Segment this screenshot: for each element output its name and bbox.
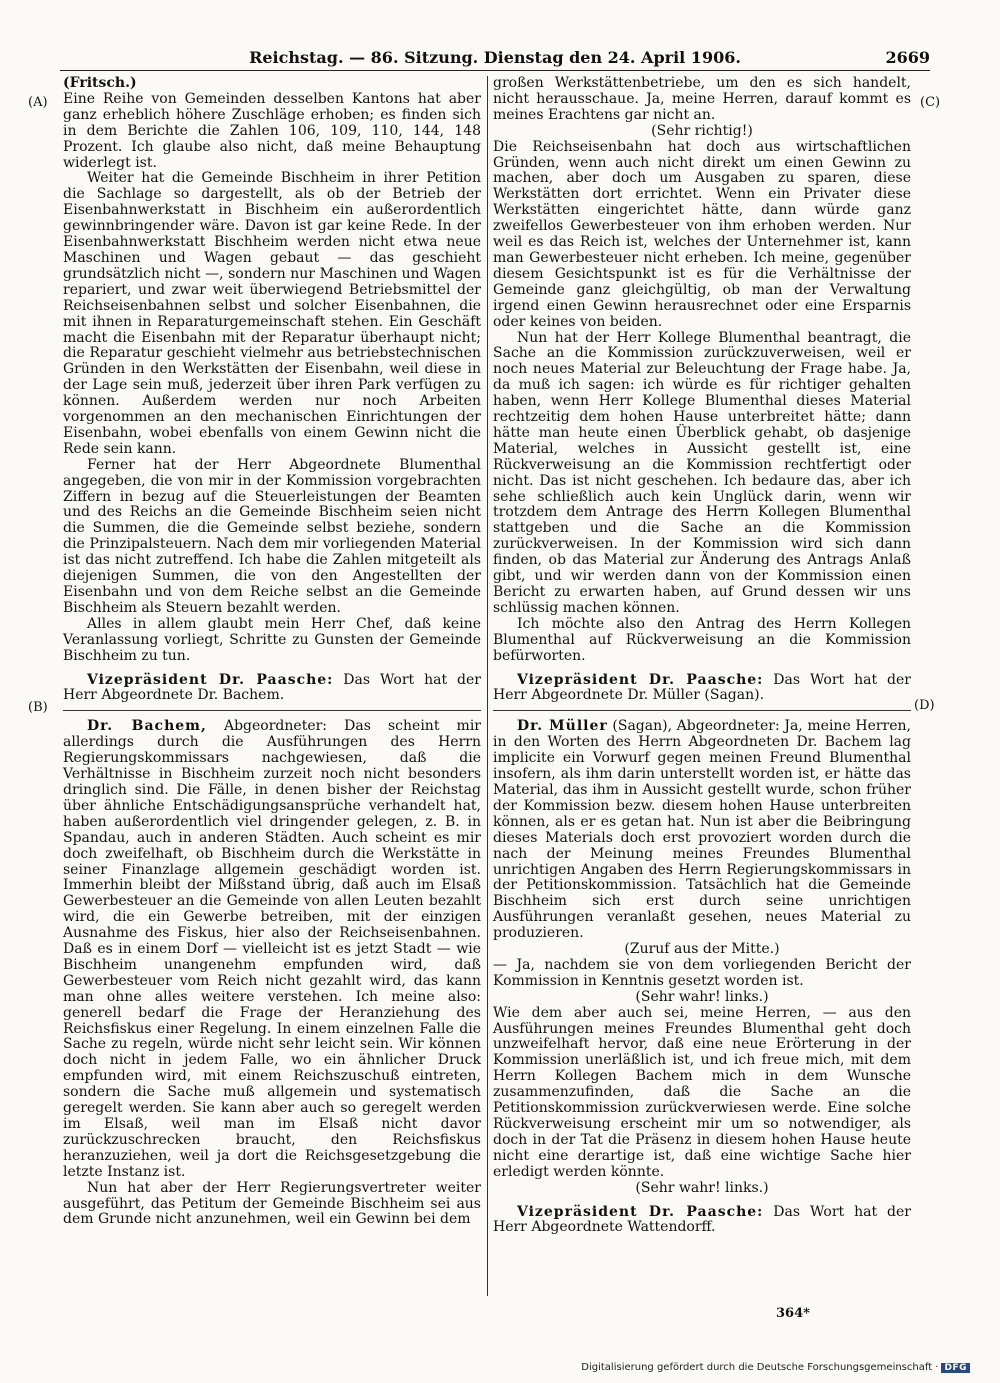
paragraph: Ferner hat der Herr Abgeordnete Blumenthal angegeben, die von mir in der Kommission vorgebrachten Ziffern in bezug auf die Steuerleistungen der Beamten und des Reichs an die Gemeinde Bischheim seien nicht die Summen, die die Gemeinde selbst beziehe, sondern die Prinzipalsteuern. Nach dem mir vorliegenden Material ist das nicht zutreffend. Ich habe die Zahlen mitgeteilt als diejenigen Summen, die von den Angestellten der Eisenbahn und von dem Reiche selbst an die Gemeinde Bischheim als Steuern bezahlt werden. — [63, 456, 481, 616]
speaker-line: Vizepräsident Dr. Paasche: Das Wort hat der Herr Abgeordnete Wattendorff. — [493, 1203, 911, 1236]
right-column — [493, 76, 911, 1236]
paragraph: Ich möchte also den Antrag des Herrn Kollegen Blumenthal auf Rückverweisung an die Kommission befürworten. — [493, 615, 911, 664]
speaker-line: Vizepräsident Dr. Paasche: Das Wort hat der Herr Abgeordnete Dr. Müller (Sagan). — [493, 671, 911, 704]
speech-paragraph: Dr. Müller (Sagan), Abgeordneter: Ja, meine Herren, in den Worten des Herrn Abgeordneten Dr. Bachem lag implicite ein Vorwurf gegen meinen Freund Blumenthal insofern, als ihm darin unterstellt worden ist, er hätte das Material, das ihm in Aussicht gestellt wurde, schon früher der Kommission bezw. diesem hohen Hause unterbreiten können, als er es getan hat. Nun ist aber die Beibringung dieses Materials doch erst provoziert worden durch die nach der Meinung meines Freundes Blumenthal unrichtigen Angaben des Herrn Regierungskommissars in der Petitionskommission. Tatsächlich hat die Gemeinde Bischheim sich erst durch seine unrichtigen Ausführungen veranlaßt gesehen, neues Material zu produzieren. — [493, 718, 911, 942]
paragraph: Eine Reihe von Gemeinden desselben Kantons hat aber ganz erheblich höhere Zuschläge erhoben; es finden sich in dem Berichte die Zahlen 106, 109, 110, 144, 148 Prozent. Ich glaube also nicht, daß meine Behauptung widerlegt ist. — [63, 90, 481, 171]
paragraph: Wie dem aber auch sei, meine Herren, — aus den Ausführungen meines Freundes Blumenthal geht doch unzweifelhaft hervor, daß eine neue Erörterung in der Kommission unerläßlich ist, und ich freue mich, mit dem Herrn Kollegen Bachem mich in dem Wunsche zusammenzufinden, daß die Sache an die Petitionskommission zurückverwiesen werde. Eine solche Rückverweisung erscheint mir um so notwendiger, als doch in der Tat die Präsenz in diesem hohen Hause heute nicht eine derartige ist, daß eine wichtige Sache hier erledigt werden könnte. — [493, 1004, 911, 1180]
paragraph: Die Reichseisenbahn hat doch aus wirtschaftlichen Gründen, wenn auch nicht direkt um einen Gewinn zu machen, aber doch um Ausgaben zu sparen, diese Werkstätten dort errichtet. Wenn ein Privater diese Werkstätten eingerichtet hätte, dann würde ganz zweifellos Gewerbesteuer von ihm erhoben werden. Nur weil es das Reich ist, welches der Unternehmer ist, kann man Gewerbesteuer nicht erheben. Ich meine, gegenüber diesem Gesichtspunkt ist es für die Verhältnisse der Gemeinde ganz gleichgültig, ob man der Verwaltung irgend einen Gewinn herausrechnet oder eine Ersparnis oder keines von beiden. — [493, 138, 911, 330]
paragraph: Weiter hat die Gemeinde Bischheim in ihrer Petition die Sachlage so dargestellt, als ob der Betrieb der Eisenbahnwerkstatt in Bischheim ein außerordentlich gewinnbringender wäre. Davon ist gar keine Rede. In der Eisenbahnwerkstatt Bischheim werden nicht etwa neue Maschinen und Wagen gebaut — das geschieht grundsätzlich nicht —, sondern nur Maschinen und Wagen repariert, und zwar weit überwiegend Betriebsmittel der Reichseisenbahnen selbst und solcher Eisenbahnen, die mit ihnen in Reparaturgemeinschaft stehen. Ein Geschäft macht die Eisenbahn mit der Reparatur überhaupt nicht; die Reparatur geschieht vielmehr aus betriebstechnischen Gründen in den Werkstätten der Eisenbahn, weil diese in der Lage sein muß, jederzeit über ihren Park verfügen zu können. Außerdem werden nur noch Arbeiten vorgenommen an den mechanischen Einrichtungen der Eisenbahn, wobei ebenfalls von einem Gewinn nicht die Rede sein kann. — [63, 170, 481, 457]
section-rule — [493, 710, 911, 711]
paragraph: Nun hat der Herr Kollege Blumenthal beantragt, die Sache an die Kommission zurückzuverweisen, weil er noch neues Material zur Beleuchtung der Frage habe. Ja, da muß ich sagen: ich würde es für richtiger gehalten haben, wenn Herr Kollege Blumenthal dieses Material rechtzeitig dem hohen Hause unterbreitet hätte; dann hätte man heute einen Überblick gehabt, ob dasjenige Material, welches in Aussicht gestellt ist, eine Rückverweisung an die Kommission rechtfertigt oder nicht. Das ist nicht geschehen. Ich bedaure das, aber ich sehe schließlich auch kein Unglück darin, wenn wir trotzdem dem Antrage des Herrn Kollegen Blumenthal stattgeben und die Sache an die Kommission zurückverweisen. In der Kommission wird sich dann finden, ob das Material zur Änderung des Antrags Anlaß gibt, und wir werden dann von der Kommission einen Bericht zu erwarten haben, auf Grund dessen wir uns schlüssig machen können. — [493, 329, 911, 616]
dfg-logo-icon: DFG — [941, 1363, 970, 1373]
interjection: (Sehr richtig!) — [651, 122, 753, 139]
speaker-name: Dr. Müller — [517, 718, 608, 735]
speaker-tag: (Fritsch.) — [63, 75, 137, 91]
speaker-line: Vizepräsident Dr. Paasche: Das Wort hat der Herr Abgeordnete Dr. Bachem. — [63, 671, 481, 704]
margin-mark-b: (B) — [28, 700, 48, 715]
column-divider — [487, 76, 488, 1296]
speech-paragraph: Dr. Bachem, Abgeordneter: Das scheint mir allerdings durch die Ausführungen des Herrn Regierungskommissars nachgewiesen, daß die Verhältnisse in Bischheim zurzeit noch nicht besonders dringlich sind. Die Fälle, in denen bisher der Reichstag über ähnliche Entschädigungsansprüche verhandelt hat, haben außerordentlich viel dringender gelegen, z. B. in Spandau, auch in anderen Städten. Auch scheint es mir doch zweifelhaft, ob Bischheim durch die Werkstätte in seiner Finanzlage allgemein geschädigt worden ist. Immerhin bleibt der Mißstand übrig, daß auch im Elsaß Gewerbesteuer an die Gemeinde von allen Leuten bezahlt wird, die ein Gewerbe betreiben, mit der einzigen Ausnahme des Fiskus, hier also der Reichseisenbahnen. Daß es in einem Dorf — vielleicht ist es jetzt Stadt — wie Bischheim unangenehm empfunden wird, daß Gewerbesteuer vom Reich nicht gezahlt wird, das kann man ohne alles weitere verstehen. Ich meine also: generell bedarf die Frage der Heranziehung des Reichsfiskus einer Regelung. In einem einzelnen Falle die Sache zu regeln, würde nicht sehr leicht sein. Wir können doch nicht in jedem Falle, wo ein ähnlicher Druck empfunden wird, mit einem Reichszuschuß eintreten, sondern die Sache muß allgemein und systematisch geregelt werden. Sie kann aber auch so geregelt werden im Elsaß, weil man im Elsaß nicht davor zurückzuschrecken braucht, den Reichsfiskus heranzuziehen, weil ja dort die Reichsgesetzgebung die letzte Instanz ist. — [63, 718, 482, 1180]
interjection: (Zuruf aus der Mitte.) — [624, 941, 780, 958]
sheet-signature: 364* — [776, 1306, 810, 1321]
interjection: (Sehr wahr! links.) — [635, 1179, 769, 1196]
footer — [581, 1362, 970, 1373]
speaker-name: Vizepräsident Dr. Paasche: — [517, 671, 764, 688]
left-column — [63, 76, 481, 1228]
speaker-name: Vizepräsident Dr. Paasche: — [87, 671, 334, 688]
section-rule — [63, 710, 481, 711]
funding-note: Digitalisierung gefördert durch die Deutsche Forschungsgemeinschaft · — [581, 1362, 939, 1373]
margin-mark-d: (D) — [914, 698, 935, 713]
paragraph: großen Werkstättenbetriebe, um den es sich handelt, nicht herausschaue. Ja, meine Herren, darauf kommt es meines Erachtens gar nicht an. — [493, 75, 911, 123]
header-rule — [60, 70, 930, 71]
speaker-name: Vizepräsident Dr. Paasche: — [517, 1203, 764, 1220]
page-number: 2669 — [885, 48, 930, 67]
interjection: (Sehr wahr! links.) — [635, 988, 769, 1005]
running-title: Reichstag. — 86. Sitzung. Dienstag den 24. April 1906. — [249, 48, 741, 67]
paragraph: — Ja, nachdem sie von dem vorliegenden Bericht der Kommission in Kenntnis gesetzt worden ist. — [493, 956, 911, 989]
paragraph: Alles in allem glaubt mein Herr Chef, daß keine Veranlassung vorliegt, Schritte zu Gunsten der Gemeinde Bischheim zu tun. — [63, 615, 481, 664]
margin-mark-a: (A) — [28, 95, 48, 110]
paragraph: Nun hat aber der Herr Regierungsvertreter weiter ausgeführt, das Petitum der Gemeinde Bischheim sei aus dem Grunde nicht anzunehmen, weil ein Gewinn bei dem — [63, 1179, 481, 1228]
margin-mark-c: (C) — [920, 95, 941, 110]
speaker-name: Dr. Bachem, — [87, 718, 207, 735]
running-header — [60, 48, 930, 68]
